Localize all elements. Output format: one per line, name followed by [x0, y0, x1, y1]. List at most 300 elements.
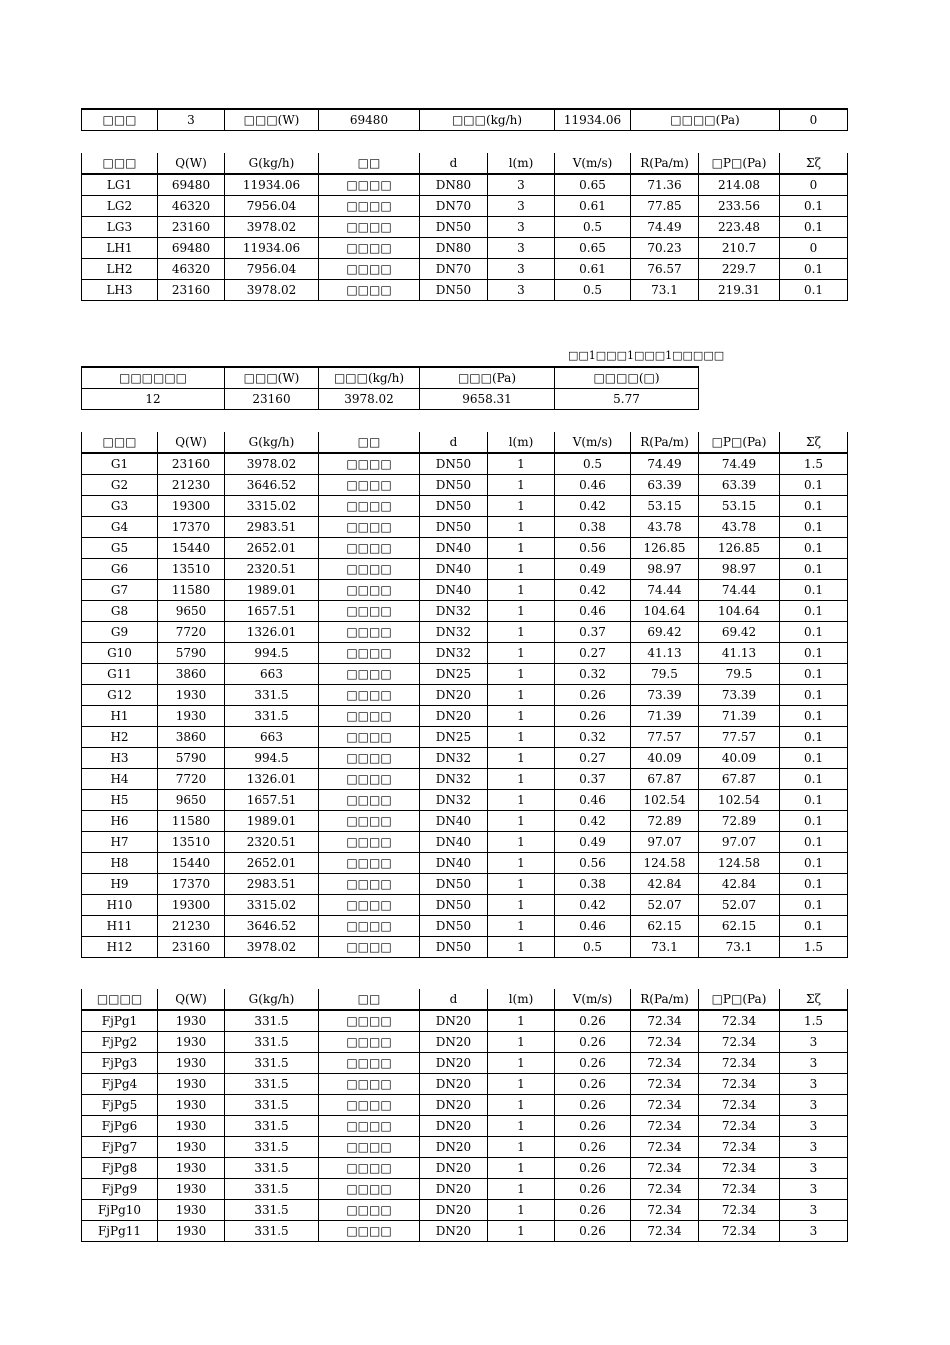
column-header: l(m) [488, 432, 555, 453]
summary-value: 0 [780, 109, 848, 131]
table-cell: 40.09 [699, 748, 780, 769]
table-cell: 62.15 [631, 916, 699, 937]
table-cell: 41.13 [699, 643, 780, 664]
table-cell: 42.84 [631, 874, 699, 895]
segment-id-cell: FjPg10 [82, 1200, 158, 1221]
table-cell: 0.26 [555, 706, 631, 727]
table-row [82, 790, 848, 811]
table-row [82, 853, 848, 874]
table-cell: □□□□ [319, 517, 420, 538]
summary-table-1 [81, 108, 848, 131]
table-cell: 3 [780, 1200, 848, 1221]
summary-label: □□□□(Pa) [631, 109, 780, 131]
table-cell: 0.32 [555, 664, 631, 685]
table-cell: DN20 [420, 1179, 488, 1200]
table-cell: 0.26 [555, 1221, 631, 1242]
table-cell: 0.1 [780, 706, 848, 727]
table-cell: 1 [488, 1221, 555, 1242]
table-cell: 1 [488, 453, 555, 475]
table-cell: □□□□ [319, 538, 420, 559]
table-cell: 0.38 [555, 517, 631, 538]
table-cell: 0.26 [555, 1158, 631, 1179]
summary2-header-row [82, 367, 699, 389]
table-row [82, 664, 848, 685]
table-cell: 0.1 [780, 769, 848, 790]
table-row [82, 811, 848, 832]
table-cell: □□□□ [319, 664, 420, 685]
table-cell: 3315.02 [225, 895, 319, 916]
segment-id-cell: FjPg5 [82, 1095, 158, 1116]
table-cell: 1 [488, 1010, 555, 1032]
table-cell: 1 [488, 1074, 555, 1095]
table-cell: 0.1 [780, 259, 848, 280]
table-cell: 3978.02 [225, 937, 319, 958]
column-header: V(m/s) [555, 153, 631, 174]
table-cell: □□□□ [319, 1200, 420, 1221]
table-row [82, 196, 848, 217]
table-cell: 3 [488, 280, 555, 301]
table-cell: 1.5 [780, 453, 848, 475]
table-cell: DN40 [420, 538, 488, 559]
table-cell: 1 [488, 643, 555, 664]
table-cell: 0.42 [555, 895, 631, 916]
table-row [82, 937, 848, 958]
table-cell: 1930 [158, 685, 225, 706]
table-row [82, 706, 848, 727]
segment-id-cell: G12 [82, 685, 158, 706]
table-cell: 73.39 [631, 685, 699, 706]
table-cell: 1 [488, 538, 555, 559]
table-cell: DN50 [420, 937, 488, 958]
table-row [82, 895, 848, 916]
table-cell: 0.38 [555, 874, 631, 895]
table-cell: DN50 [420, 517, 488, 538]
table-cell: □□□□ [319, 895, 420, 916]
table-cell: 331.5 [225, 1074, 319, 1095]
table-cell: □□□□ [319, 475, 420, 496]
summary-value: 69480 [319, 109, 420, 131]
table-cell: 72.34 [699, 1053, 780, 1074]
column-header: □P□(Pa) [699, 432, 780, 453]
table-row [82, 517, 848, 538]
table-cell: 7720 [158, 622, 225, 643]
table-cell: 1 [488, 1116, 555, 1137]
table-cell: 74.44 [631, 580, 699, 601]
table-cell: 11580 [158, 580, 225, 601]
table-cell: 3 [780, 1221, 848, 1242]
table-cell: 2320.51 [225, 559, 319, 580]
table-cell: 73.39 [699, 685, 780, 706]
segment-id-cell: H10 [82, 895, 158, 916]
table-cell: 0.1 [780, 832, 848, 853]
segment-id-cell: H1 [82, 706, 158, 727]
table-cell: DN50 [420, 280, 488, 301]
table-cell: 15440 [158, 853, 225, 874]
column-header: G(kg/h) [225, 153, 319, 174]
table-cell: □□□□ [319, 1053, 420, 1074]
table-cell: 72.89 [631, 811, 699, 832]
table-cell: DN50 [420, 916, 488, 937]
table-cell: 1 [488, 895, 555, 916]
table-cell: 0.1 [780, 874, 848, 895]
table-cell: 214.08 [699, 174, 780, 196]
table-cell: □□□□ [319, 685, 420, 706]
table-cell: 331.5 [225, 1095, 319, 1116]
table-cell: □□□□ [319, 580, 420, 601]
table-cell: 0.49 [555, 832, 631, 853]
table-cell: 3 [780, 1053, 848, 1074]
segment-id-cell: LG1 [82, 174, 158, 196]
summary2-header: □□□□□□ [82, 367, 225, 389]
table-cell: 331.5 [225, 1137, 319, 1158]
table-cell: 331.5 [225, 1010, 319, 1032]
column-header: □□□ [82, 432, 158, 453]
table-cell: 0 [780, 238, 848, 259]
table-cell: 0.1 [780, 895, 848, 916]
table-cell: 3978.02 [225, 453, 319, 475]
table-cell: 1930 [158, 1158, 225, 1179]
table-cell: 1 [488, 622, 555, 643]
column-header: Q(W) [158, 432, 225, 453]
table-cell: □□□□ [319, 259, 420, 280]
table-cell: DN32 [420, 748, 488, 769]
table-row [82, 580, 848, 601]
table-cell: 23160 [158, 453, 225, 475]
summary2-header: □□□(Pa) [420, 367, 555, 389]
summary-table-2 [81, 366, 699, 410]
table-cell: 7956.04 [225, 259, 319, 280]
table-cell: 70.23 [631, 238, 699, 259]
table-cell: 124.58 [699, 853, 780, 874]
table-cell: 3 [488, 259, 555, 280]
segment-id-cell: H6 [82, 811, 158, 832]
table-cell: 3978.02 [225, 217, 319, 238]
summary2-value: 9658.31 [420, 389, 555, 410]
table-cell: 1657.51 [225, 790, 319, 811]
table-cell: 0.1 [780, 196, 848, 217]
segment-id-cell: FjPg6 [82, 1116, 158, 1137]
table-cell: 0.42 [555, 496, 631, 517]
table-cell: 0 [780, 174, 848, 196]
table-cell: 0.1 [780, 811, 848, 832]
table-cell: 98.97 [699, 559, 780, 580]
table-cell: 72.34 [631, 1137, 699, 1158]
table-cell: 72.34 [631, 1200, 699, 1221]
segment-id-cell: FjPg4 [82, 1074, 158, 1095]
table-cell: 97.07 [699, 832, 780, 853]
table-cell: 19300 [158, 895, 225, 916]
table-cell: 994.5 [225, 643, 319, 664]
table-row [82, 643, 848, 664]
table-cell: 1 [488, 748, 555, 769]
table-cell: 0.49 [555, 559, 631, 580]
column-header: d [420, 432, 488, 453]
table-cell: 0.1 [780, 538, 848, 559]
segment-id-cell: H9 [82, 874, 158, 895]
table-cell: □□□□ [319, 601, 420, 622]
table-row [82, 727, 848, 748]
table-cell: 0.26 [555, 1010, 631, 1032]
table-cell: 0.65 [555, 238, 631, 259]
table-cell: 3 [488, 196, 555, 217]
summary-row [82, 109, 848, 131]
table-cell: □□□□ [319, 790, 420, 811]
table-cell: 3 [780, 1116, 848, 1137]
column-header: □□□ [82, 153, 158, 174]
table-cell: 15440 [158, 538, 225, 559]
segment-id-cell: H5 [82, 790, 158, 811]
table-row [82, 748, 848, 769]
table-cell: 1930 [158, 1221, 225, 1242]
table-cell: 1 [488, 1032, 555, 1053]
table-cell: 0.26 [555, 1095, 631, 1116]
table-cell: 69480 [158, 174, 225, 196]
table-cell: 23160 [158, 280, 225, 301]
table-cell: 72.34 [699, 1158, 780, 1179]
table-cell: 1 [488, 559, 555, 580]
table-cell: 53.15 [699, 496, 780, 517]
table-cell: 69.42 [631, 622, 699, 643]
radiator-pipe-table [81, 989, 848, 1242]
table-cell: 1 [488, 706, 555, 727]
table-cell: 73.1 [631, 937, 699, 958]
table-cell: DN20 [420, 1074, 488, 1095]
table-row [82, 496, 848, 517]
table-cell: 72.34 [631, 1053, 699, 1074]
table-cell: 3646.52 [225, 475, 319, 496]
table-cell: 1.5 [780, 1010, 848, 1032]
column-header: □□□□ [82, 989, 158, 1010]
table-cell: 62.15 [699, 916, 780, 937]
table-cell: 5790 [158, 643, 225, 664]
table-cell: 77.85 [631, 196, 699, 217]
table-cell: DN32 [420, 622, 488, 643]
table-cell: 1 [488, 832, 555, 853]
table-cell: 72.34 [631, 1032, 699, 1053]
table-cell: 3 [780, 1095, 848, 1116]
table-cell: 0.42 [555, 580, 631, 601]
table-cell: 98.97 [631, 559, 699, 580]
table-row [82, 874, 848, 895]
table-cell: □□□□ [319, 1032, 420, 1053]
table-cell: 0.26 [555, 1032, 631, 1053]
table-cell: 0.26 [555, 685, 631, 706]
column-header: R(Pa/m) [631, 432, 699, 453]
segment-id-cell: FjPg9 [82, 1179, 158, 1200]
summary-value: 11934.06 [555, 109, 631, 131]
segment-id-cell: G4 [82, 517, 158, 538]
table-cell: 2652.01 [225, 538, 319, 559]
table-cell: 72.34 [699, 1095, 780, 1116]
table-cell: 0.1 [780, 916, 848, 937]
table-row [82, 1032, 848, 1053]
column-header: Σζ [780, 989, 848, 1010]
column-header: □□ [319, 989, 420, 1010]
column-header: Σζ [780, 432, 848, 453]
table-row [82, 238, 848, 259]
table-cell: 46320 [158, 196, 225, 217]
summary2-value: 3978.02 [319, 389, 420, 410]
table-cell: 23160 [158, 937, 225, 958]
table-cell: 0.5 [555, 217, 631, 238]
table-cell: 72.34 [631, 1095, 699, 1116]
table-cell: 69480 [158, 238, 225, 259]
summary2-value: 5.77 [555, 389, 699, 410]
table-cell: 53.15 [631, 496, 699, 517]
table-cell: 0.46 [555, 601, 631, 622]
table-cell: 3 [780, 1179, 848, 1200]
segment-id-cell: FjPg3 [82, 1053, 158, 1074]
table-cell: 0.1 [780, 559, 848, 580]
table-cell: 0.61 [555, 259, 631, 280]
summary-label: □□□(W) [225, 109, 319, 131]
table-cell: DN20 [420, 1032, 488, 1053]
table-row [82, 453, 848, 475]
table-cell: DN20 [420, 1116, 488, 1137]
table-cell: 663 [225, 727, 319, 748]
table-cell: 17370 [158, 874, 225, 895]
table-cell: 1989.01 [225, 811, 319, 832]
table-cell: 11934.06 [225, 174, 319, 196]
segment-id-cell: LH1 [82, 238, 158, 259]
segment-id-cell: G8 [82, 601, 158, 622]
table-cell: 1 [488, 1200, 555, 1221]
summary2-header: □□□(kg/h) [319, 367, 420, 389]
table-cell: DN50 [420, 475, 488, 496]
header-row [82, 153, 848, 174]
table-cell: 1 [488, 811, 555, 832]
table-row [82, 832, 848, 853]
table-cell: 1930 [158, 706, 225, 727]
table-cell: 72.34 [699, 1179, 780, 1200]
table-cell: □□□□ [319, 1010, 420, 1032]
table-cell: 0.46 [555, 790, 631, 811]
table-cell: 1 [488, 790, 555, 811]
table-cell: DN40 [420, 832, 488, 853]
table-cell: 1 [488, 496, 555, 517]
column-header: R(Pa/m) [631, 989, 699, 1010]
table-cell: 2320.51 [225, 832, 319, 853]
summary2-value: 23160 [225, 389, 319, 410]
table-cell: DN50 [420, 217, 488, 238]
table-cell: □□□□ [319, 1095, 420, 1116]
table-cell: DN40 [420, 580, 488, 601]
table-cell: 0.26 [555, 1053, 631, 1074]
table-cell: 3978.02 [225, 280, 319, 301]
table-cell: 74.44 [699, 580, 780, 601]
segment-id-cell: G2 [82, 475, 158, 496]
table-cell: 3860 [158, 664, 225, 685]
table-cell: 0.26 [555, 1116, 631, 1137]
table-cell: 0.1 [780, 217, 848, 238]
table-cell: 1 [488, 727, 555, 748]
table-cell: 0.1 [780, 643, 848, 664]
table-cell: 0.1 [780, 580, 848, 601]
segment-id-cell: FjPg1 [82, 1010, 158, 1032]
table-cell: □□□□ [319, 706, 420, 727]
table-cell: 1 [488, 916, 555, 937]
table-cell: DN25 [420, 664, 488, 685]
table-row [82, 622, 848, 643]
table-cell: 0.1 [780, 664, 848, 685]
table-cell: □□□□ [319, 622, 420, 643]
table-cell: 3 [488, 174, 555, 196]
summary2-value: 12 [82, 389, 225, 410]
table-cell: 13510 [158, 832, 225, 853]
table-cell: 1 [488, 937, 555, 958]
table-cell: 2983.51 [225, 517, 319, 538]
table-cell: □□□□ [319, 937, 420, 958]
table-cell: 3 [780, 1032, 848, 1053]
table-row [82, 1053, 848, 1074]
table-cell: 1 [488, 580, 555, 601]
table-cell: DN80 [420, 174, 488, 196]
table-cell: 63.39 [699, 475, 780, 496]
table-cell: 1 [488, 685, 555, 706]
table-cell: 72.34 [699, 1074, 780, 1095]
table-cell: DN50 [420, 874, 488, 895]
table-cell: DN50 [420, 895, 488, 916]
table-row [82, 174, 848, 196]
table-cell: 1.5 [780, 937, 848, 958]
table-cell: 74.49 [631, 217, 699, 238]
table-cell: 19300 [158, 496, 225, 517]
table-cell: 72.34 [631, 1179, 699, 1200]
table-cell: 1 [488, 517, 555, 538]
table-cell: DN25 [420, 727, 488, 748]
table-cell: 67.87 [699, 769, 780, 790]
table-cell: 52.07 [699, 895, 780, 916]
table-cell: 72.34 [631, 1221, 699, 1242]
table-cell: 3 [780, 1074, 848, 1095]
table-cell: 21230 [158, 475, 225, 496]
segment-id-cell: G1 [82, 453, 158, 475]
table-cell: 1 [488, 1137, 555, 1158]
table-row [82, 217, 848, 238]
table-cell: DN20 [420, 685, 488, 706]
table-cell: 72.34 [699, 1010, 780, 1032]
column-header: □□ [319, 153, 420, 174]
table-cell: 233.56 [699, 196, 780, 217]
table-cell: DN80 [420, 238, 488, 259]
table-cell: 331.5 [225, 1200, 319, 1221]
column-header: V(m/s) [555, 432, 631, 453]
table-row [82, 1200, 848, 1221]
summary-value: 3 [158, 109, 225, 131]
table-row [82, 916, 848, 937]
table-cell: 104.64 [631, 601, 699, 622]
table-cell: 1 [488, 475, 555, 496]
column-header: Q(W) [158, 989, 225, 1010]
table-cell: 0.27 [555, 643, 631, 664]
table-cell: 1930 [158, 1116, 225, 1137]
table-cell: 72.34 [631, 1116, 699, 1137]
table-cell: □□□□ [319, 280, 420, 301]
table-cell: 210.7 [699, 238, 780, 259]
branch-pipe-table [81, 432, 848, 958]
table-cell: 0.37 [555, 769, 631, 790]
table-row [82, 538, 848, 559]
segment-id-cell: H4 [82, 769, 158, 790]
segment-id-cell: G10 [82, 643, 158, 664]
table-cell: 72.34 [699, 1200, 780, 1221]
table-cell: DN20 [420, 1200, 488, 1221]
table-cell: 1 [488, 664, 555, 685]
column-header: Q(W) [158, 153, 225, 174]
table-cell: □□□□ [319, 643, 420, 664]
table-cell: □□□□ [319, 916, 420, 937]
table-cell: 0.1 [780, 790, 848, 811]
